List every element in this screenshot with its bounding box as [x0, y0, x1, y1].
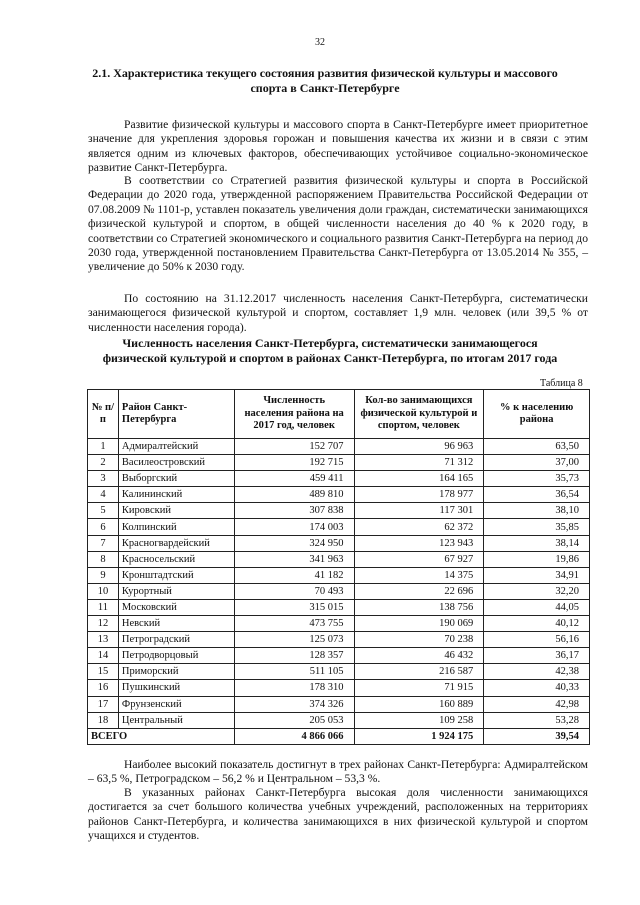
table-row — [88, 471, 590, 487]
paragraph-strategy: В соответствии со Стратегией развития физической культуры и спорта в Российской Федерации до 2020 года, утвержденной распоряжением Правительства Российской Федерации от 07.08.2009 № 1101-р, уставлен показатель увеличения доли граждан, систематически занимающихся физической культурой и спортом, в общей численности населения до 40 % к 2020 году, в соответствии со Стратегией экономического и социального развития Санкт-Петербурга на период до 2030 года, утвержденной постановлением Правительства Санкт-Петербурга от 13.05.2014 № 355, – увеличение до 50% к 2030 году. — [88, 174, 588, 274]
table-cell: 178 310 — [234, 680, 354, 696]
table-row — [88, 648, 590, 664]
table-row — [88, 583, 590, 599]
paragraph-status: По состоянию на 31.12.2017 численность населения Санкт-Петербурга, систематически занимающегося физической культурой и спортом, составляет 1,9 млн. человек (или 39,5 % от численности населения города). — [88, 292, 588, 334]
table-cell: 307 838 — [234, 503, 354, 519]
table-total-row — [88, 728, 590, 744]
table-cell: 8 — [88, 551, 119, 567]
paragraph-explanation: В указанных районах Санкт-Петербурга высокая доля численности занимающихся достигается за счет большого количества учебных учреждений, расположенных на территориях районов Санкт-Петербурга, и количества занимающихся в них физической культурой и спортом учащихся и студентов. — [88, 786, 588, 843]
table-cell: 164 165 — [354, 471, 484, 487]
table-row — [88, 503, 590, 519]
table-cell: 109 258 — [354, 712, 484, 728]
table-cell: 36,17 — [484, 648, 590, 664]
table-cell: 32,20 — [484, 583, 590, 599]
table-cell: 42,38 — [484, 664, 590, 680]
table-title: Численность населения Санкт-Петербурга, систематически занимающегося физической культурой и спортом в районах Санкт-Петербурга, по итогам 2017 года — [102, 336, 558, 365]
table-cell: 138 756 — [354, 599, 484, 615]
table-cell: 70 493 — [234, 583, 354, 599]
table-cell: 12 — [88, 616, 119, 632]
table-cell: 13 — [88, 632, 119, 648]
total-cell: 4 866 066 — [234, 728, 354, 744]
table-cell: Калининский — [118, 487, 234, 503]
table-cell: Василеостровский — [118, 455, 234, 471]
table-row — [88, 567, 590, 583]
table-cell: 19,86 — [484, 551, 590, 567]
table-cell: 14 375 — [354, 567, 484, 583]
table-cell: 63,50 — [484, 439, 590, 455]
table-cell: 17 — [88, 696, 119, 712]
table-cell: 40,33 — [484, 680, 590, 696]
table-cell: 70 238 — [354, 632, 484, 648]
paragraph-intro: Развитие физической культуры и массового спорта в Санкт-Петербурге имеет приоритетное значение для укрепления здоровья горожан и повышения качества их жизни и в связи с этим является одним из ключевых факторов, обеспечивающих устойчивое социально-экономическое развитие Санкт-Петербурга. — [88, 118, 588, 175]
table-cell: Красносельский — [118, 551, 234, 567]
table-cell: 315 015 — [234, 599, 354, 615]
table-row — [88, 664, 590, 680]
table-cell: 5 — [88, 503, 119, 519]
table-cell: 36,54 — [484, 487, 590, 503]
section-heading: 2.1. Характеристика текущего состояния развития физической культуры и массового спорта в Санкт-Петербурге — [92, 66, 558, 95]
table-row — [88, 616, 590, 632]
table-cell: 44,05 — [484, 599, 590, 615]
table-cell: 190 069 — [354, 616, 484, 632]
table-cell: Выборгский — [118, 471, 234, 487]
table-cell: 1 — [88, 439, 119, 455]
table-cell: 9 — [88, 567, 119, 583]
table-cell: 41 182 — [234, 567, 354, 583]
districts-table — [87, 389, 590, 745]
table-cell: 40,12 — [484, 616, 590, 632]
table-cell: 37,00 — [484, 455, 590, 471]
table-cell: 7 — [88, 535, 119, 551]
table-cell: 16 — [88, 680, 119, 696]
table-row — [88, 712, 590, 728]
table-row — [88, 455, 590, 471]
table-cell: 125 073 — [234, 632, 354, 648]
table-row — [88, 599, 590, 615]
table-cell: Красногвардейский — [118, 535, 234, 551]
table-cell: 53,28 — [484, 712, 590, 728]
table-cell: 2 — [88, 455, 119, 471]
header-population: Численность населения района на 2017 год, человек — [234, 390, 354, 439]
paragraph-highest: Наиболее высокий показатель достигнут в трех районах Санкт-Петербурга: Адмиралтейском – 63,5 %, Петроградском – 56,2 % и Центральном – 53,3 %. — [88, 758, 588, 786]
table-cell: Курортный — [118, 583, 234, 599]
table-cell: 123 943 — [354, 535, 484, 551]
header-engaged: Кол-во занимающихся физической культурой и спортом, человек — [354, 390, 484, 439]
table-cell: Приморский — [118, 664, 234, 680]
table-cell: Кировский — [118, 503, 234, 519]
table-cell: 56,16 — [484, 632, 590, 648]
table-cell: 3 — [88, 471, 119, 487]
table-row — [88, 519, 590, 535]
table-cell: 71 915 — [354, 680, 484, 696]
table-cell: Московский — [118, 599, 234, 615]
table-cell: 174 003 — [234, 519, 354, 535]
table-cell: 10 — [88, 583, 119, 599]
table-cell: 38,10 — [484, 503, 590, 519]
table-cell: Колпинский — [118, 519, 234, 535]
table-cell: 459 411 — [234, 471, 354, 487]
total-cell: 39,54 — [484, 728, 590, 744]
header-percent: % к населению района — [484, 390, 590, 439]
table-cell: 46 432 — [354, 648, 484, 664]
table-cell: 324 950 — [234, 535, 354, 551]
table-cell: 205 053 — [234, 712, 354, 728]
table-cell: Пушкинский — [118, 680, 234, 696]
header-number: № п/п — [88, 390, 119, 439]
table-cell: 62 372 — [354, 519, 484, 535]
table-row — [88, 551, 590, 567]
page-number: 32 — [315, 37, 325, 48]
table-row — [88, 487, 590, 503]
table-cell: 38,14 — [484, 535, 590, 551]
table-cell: Петродворцовый — [118, 648, 234, 664]
table-cell: Фрунзенский — [118, 696, 234, 712]
table-cell: 22 696 — [354, 583, 484, 599]
header-district: Район Санкт-Петербурга — [118, 390, 234, 439]
table-cell: Центральный — [118, 712, 234, 728]
table-cell: 96 963 — [354, 439, 484, 455]
table-cell: 71 312 — [354, 455, 484, 471]
table-cell: 4 — [88, 487, 119, 503]
table-cell: 511 105 — [234, 664, 354, 680]
table-cell: 11 — [88, 599, 119, 615]
table-cell: 34,91 — [484, 567, 590, 583]
table-cell: 35,85 — [484, 519, 590, 535]
table-cell: 473 755 — [234, 616, 354, 632]
table-cell: 14 — [88, 648, 119, 664]
total-cell: 1 924 175 — [354, 728, 484, 744]
table-row — [88, 680, 590, 696]
table-cell: 42,98 — [484, 696, 590, 712]
table-row — [88, 632, 590, 648]
table-cell: 192 715 — [234, 455, 354, 471]
table-cell: Кронштадтский — [118, 567, 234, 583]
table-cell: 15 — [88, 664, 119, 680]
table-cell: 489 810 — [234, 487, 354, 503]
table-cell: 128 357 — [234, 648, 354, 664]
table-header-row — [88, 390, 590, 439]
total-label: ВСЕГО — [88, 728, 235, 744]
table-cell: 67 927 — [354, 551, 484, 567]
table-cell: 216 587 — [354, 664, 484, 680]
table-cell: 18 — [88, 712, 119, 728]
table-cell: 160 889 — [354, 696, 484, 712]
table-row — [88, 439, 590, 455]
table-row — [88, 535, 590, 551]
table-cell: 341 963 — [234, 551, 354, 567]
table-cell: 117 301 — [354, 503, 484, 519]
table-cell: Адмиралтейский — [118, 439, 234, 455]
table-cell: 152 707 — [234, 439, 354, 455]
table-number: Таблица 8 — [540, 378, 583, 389]
table-cell: Невский — [118, 616, 234, 632]
table-cell: 35,73 — [484, 471, 590, 487]
table-cell: 178 977 — [354, 487, 484, 503]
table-cell: 374 326 — [234, 696, 354, 712]
table-cell: 6 — [88, 519, 119, 535]
table-row — [88, 696, 590, 712]
table-cell: Петроградский — [118, 632, 234, 648]
